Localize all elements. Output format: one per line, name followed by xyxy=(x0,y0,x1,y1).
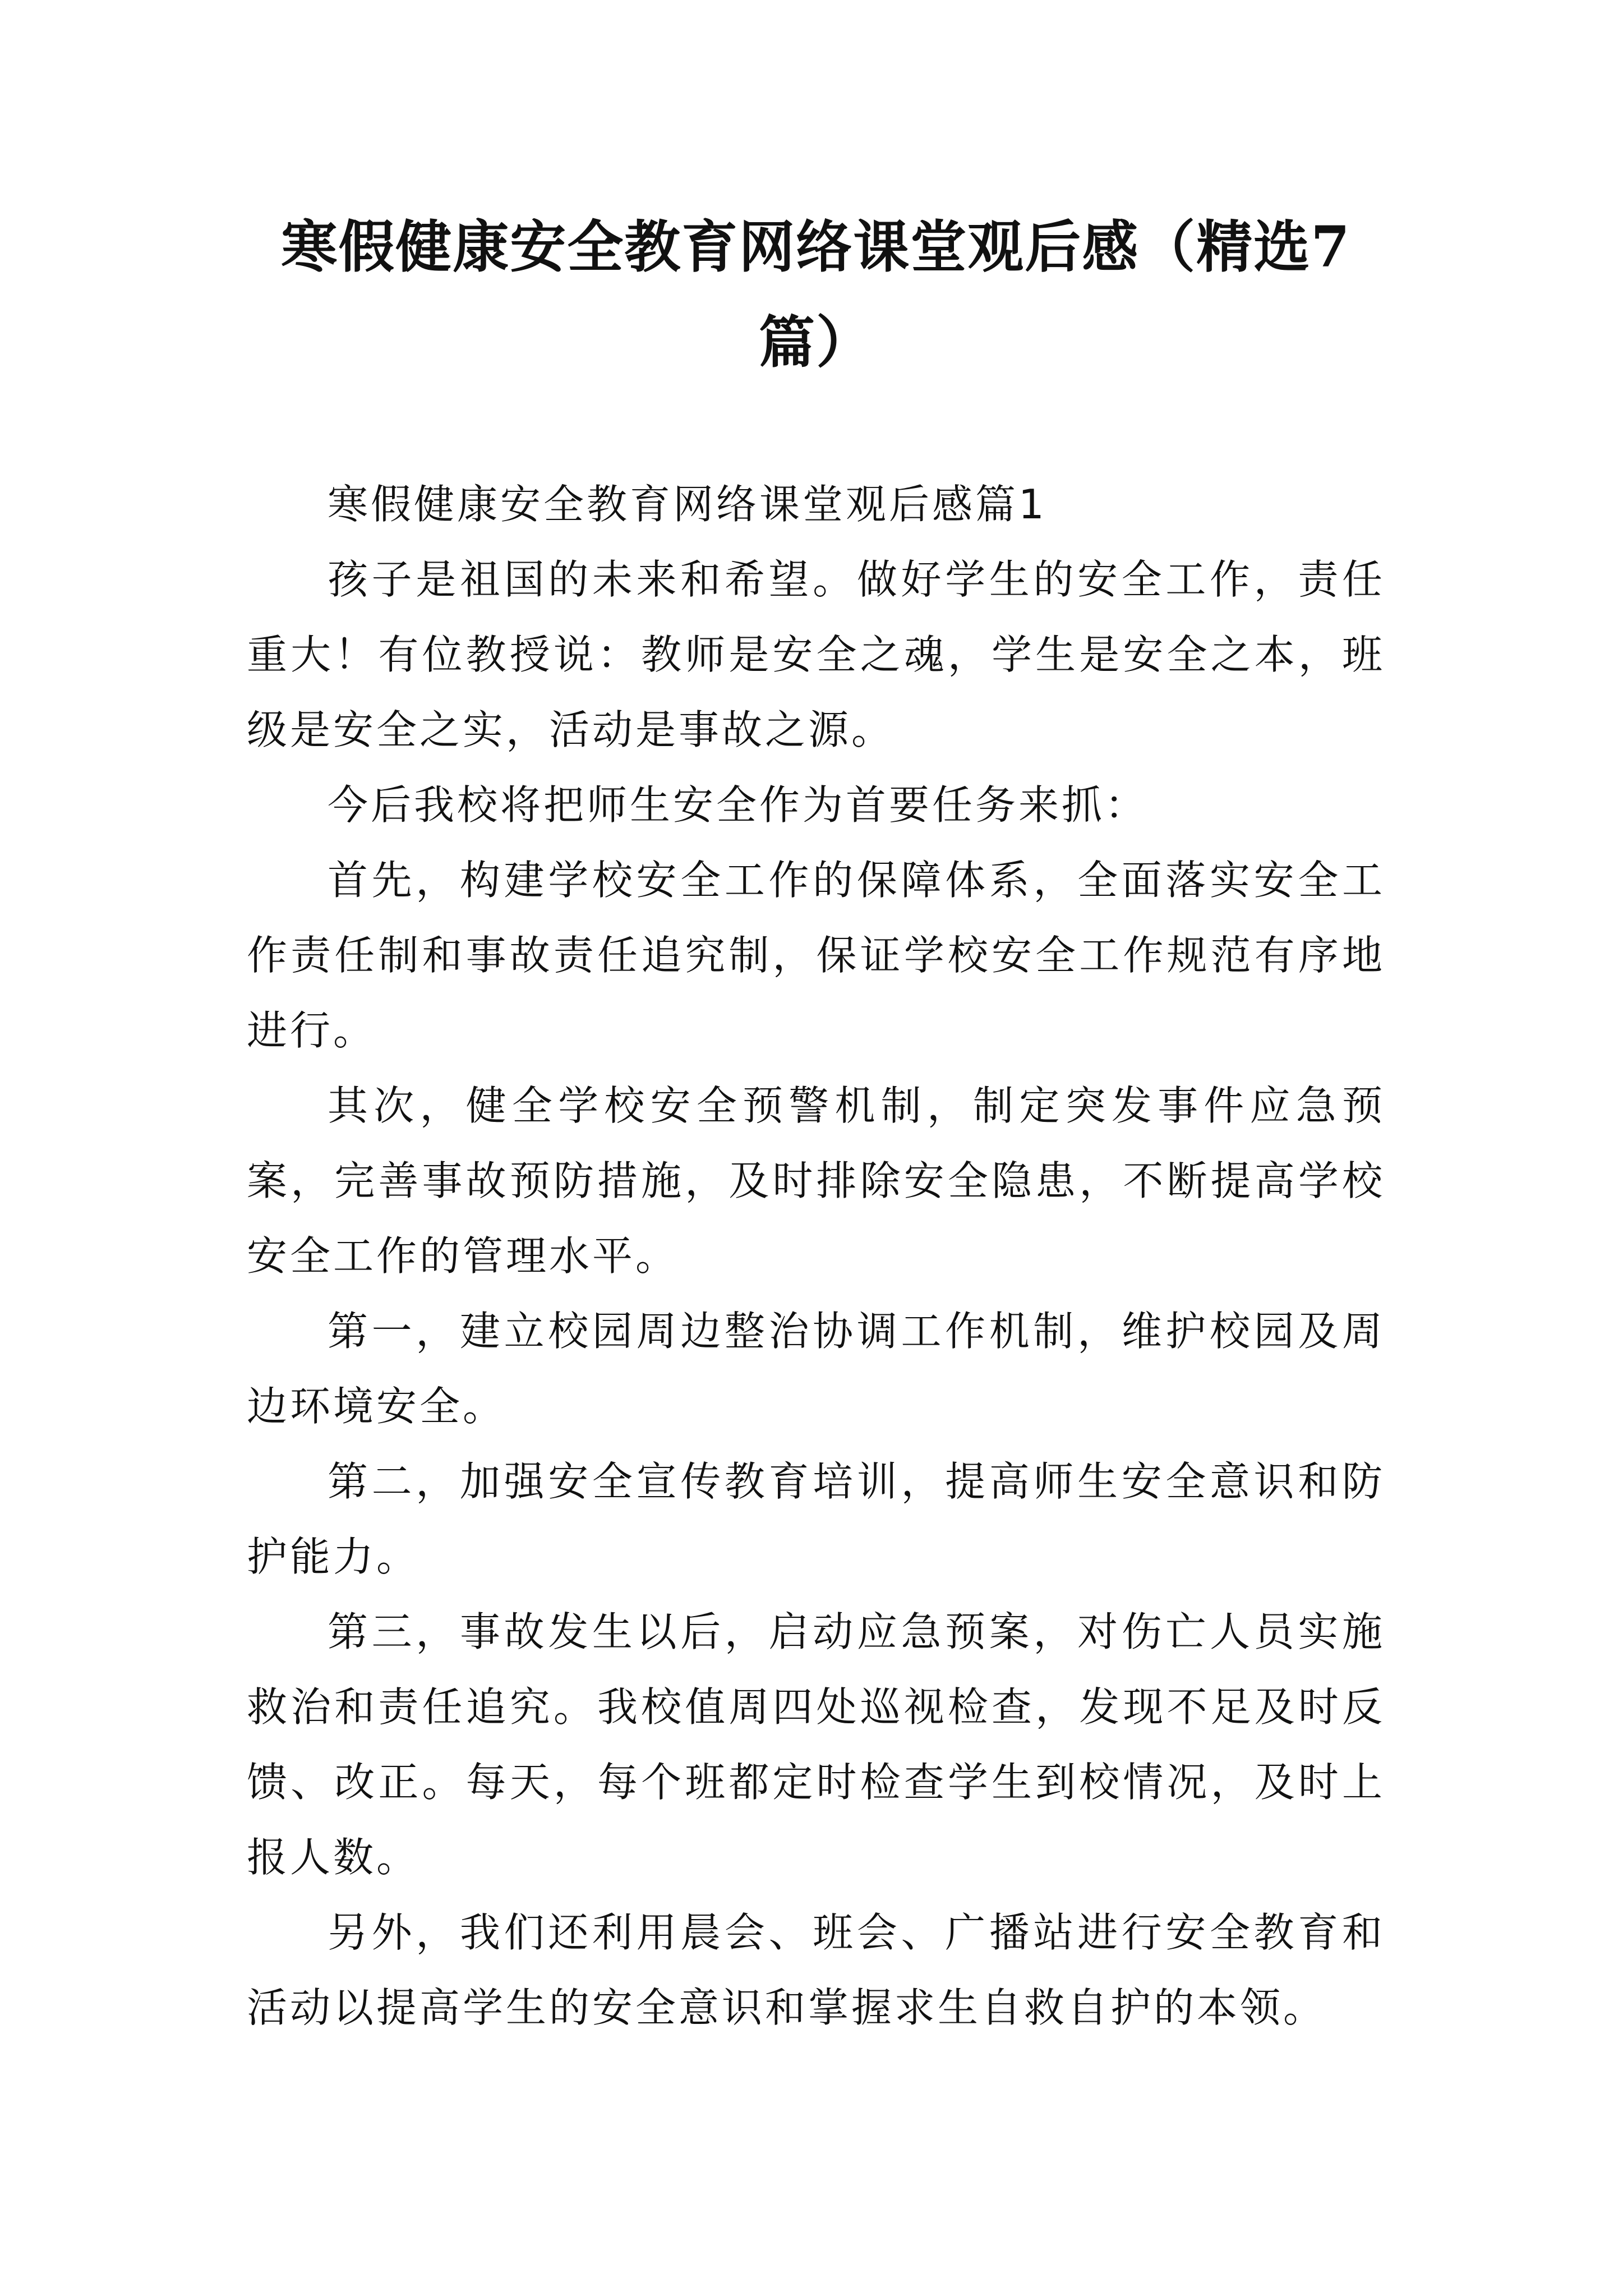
paragraph: 今后我校将把师生安全作为首要任务来抓： xyxy=(328,781,1149,829)
paragraph: 第三，事故发生以后，启动应急预案，对伤亡人员实施救治和责任追究。我校值周四处巡视检查，发现不足及时反馈、改正。每天，每个班都定时检查学生到校情况，及时上报人数。 xyxy=(247,1608,1385,1881)
paragraph: 孩子是祖国的未来和希望。做好学生的安全工作，责任重大！有位教授说：教师是安全之魂，学生是安全之本，班级是安全之实，活动是事故之源。 xyxy=(247,556,1385,753)
document-title: 寒假健康安全教育网络课堂观后感（精选7篇） xyxy=(281,214,1351,375)
document-body xyxy=(247,467,1385,2045)
paragraph: 第二，加强安全宣传教育培训，提高师生安全意识和防护能力。 xyxy=(247,1458,1385,1580)
section-heading: 寒假健康安全教育网络课堂观后感篇1 xyxy=(328,481,1047,528)
paragraph: 第一，建立校园周边整治协调工作机制，维护校园及周边环境安全。 xyxy=(247,1308,1385,1430)
paragraph: 其次，健全学校安全预警机制，制定突发事件应急预案，完善事故预防措施，及时排除安全隐患，不断提高学校安全工作的管理水平。 xyxy=(247,1082,1385,1280)
paragraph: 首先，构建学校安全工作的保障体系，全面落实安全工作责任制和事故责任追究制，保证学校安全工作规范有序地进行。 xyxy=(247,857,1385,1054)
paragraph: 另外，我们还利用晨会、班会、广播站进行安全教育和活动以提高学生的安全意识和掌握求生自救自护的本领。 xyxy=(247,1909,1385,2031)
